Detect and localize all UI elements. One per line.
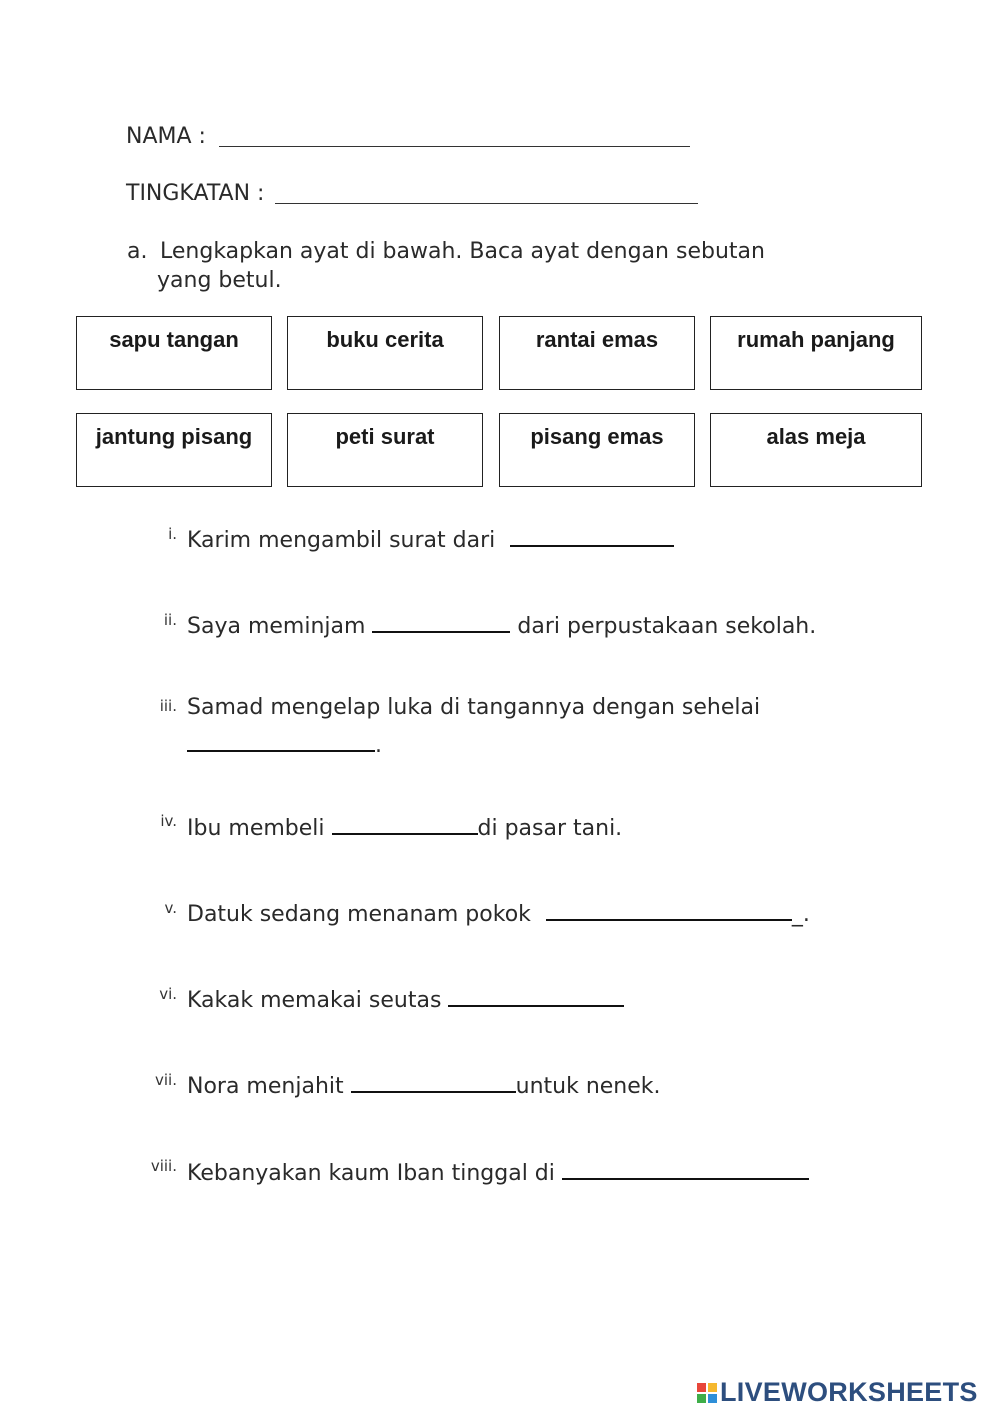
question-8	[187, 1156, 809, 1186]
question-text-after: dari perpustakaan sekolah.	[510, 614, 817, 639]
answer-blank-2[interactable]	[372, 609, 510, 633]
question-number: viii.	[150, 1157, 177, 1175]
question-text: Karim mengambil surat dari	[187, 528, 503, 553]
question-number: v.	[164, 899, 177, 917]
word-box-6: peti surat	[287, 413, 483, 487]
question-3-continuation	[187, 728, 382, 758]
liveworksheets-brand-text: LIVEWORKSHEETS	[720, 1377, 978, 1407]
logo-square	[697, 1383, 706, 1392]
question-7	[187, 1069, 661, 1099]
question-4	[187, 811, 622, 841]
answer-blank-6[interactable]	[448, 983, 624, 1007]
class-label: TINGKATAN :	[126, 181, 265, 206]
liveworksheets-logo-icon	[697, 1383, 717, 1403]
question-text-after: _.	[791, 902, 810, 927]
instruction-line-1: Lengkapkan ayat di bawah. Baca ayat dengan sebutan	[160, 239, 765, 264]
word-box-8: alas meja	[710, 413, 922, 487]
question-text: Kakak memakai seutas	[187, 988, 449, 1013]
question-5	[187, 897, 810, 927]
question-text: Datuk sedang menanam pokok	[187, 902, 538, 927]
name-label: NAMA :	[126, 124, 206, 149]
instruction-marker: a.	[127, 239, 148, 264]
answer-blank-7[interactable]	[351, 1069, 516, 1093]
word-box-5: jantung pisang	[76, 413, 272, 487]
question-3	[187, 695, 760, 720]
logo-square	[697, 1394, 706, 1403]
question-number: vi.	[159, 985, 177, 1003]
question-number: i.	[168, 525, 177, 543]
question-number: ii.	[163, 611, 177, 629]
question-text: Kebanyakan kaum Iban tinggal di	[187, 1161, 562, 1186]
class-input-line[interactable]	[275, 203, 698, 204]
logo-square	[708, 1394, 717, 1403]
question-number: iv.	[160, 812, 177, 830]
word-box-1: sapu tangan	[76, 316, 272, 390]
word-box-2: buku cerita	[287, 316, 483, 390]
logo-square	[708, 1383, 717, 1392]
question-6	[187, 983, 624, 1013]
question-text: Saya meminjam	[187, 614, 373, 639]
question-text: Nora menjahit	[187, 1074, 351, 1099]
question-2	[187, 609, 816, 639]
answer-blank-8[interactable]	[562, 1156, 809, 1180]
instruction-line-2: yang betul.	[157, 268, 282, 293]
question-number: vii.	[155, 1071, 177, 1089]
liveworksheets-logo	[697, 1377, 978, 1408]
question-text-after: untuk nenek.	[515, 1074, 661, 1099]
question-text-after: .	[375, 733, 382, 758]
answer-blank-4[interactable]	[332, 811, 478, 835]
word-box-3: rantai emas	[499, 316, 695, 390]
question-text-after: di pasar tani.	[477, 816, 623, 841]
question-number: iii.	[159, 697, 177, 715]
word-box-7: pisang emas	[499, 413, 695, 487]
question-text: Ibu membeli	[187, 816, 332, 841]
answer-blank-1[interactable]	[510, 523, 674, 547]
answer-blank-3[interactable]	[187, 728, 375, 752]
question-1	[187, 523, 674, 553]
name-input-line[interactable]	[219, 146, 690, 147]
question-text: Samad mengelap luka di tangannya dengan sehelai	[187, 695, 761, 720]
word-box-4: rumah panjang	[710, 316, 922, 390]
answer-blank-5[interactable]	[546, 897, 792, 921]
